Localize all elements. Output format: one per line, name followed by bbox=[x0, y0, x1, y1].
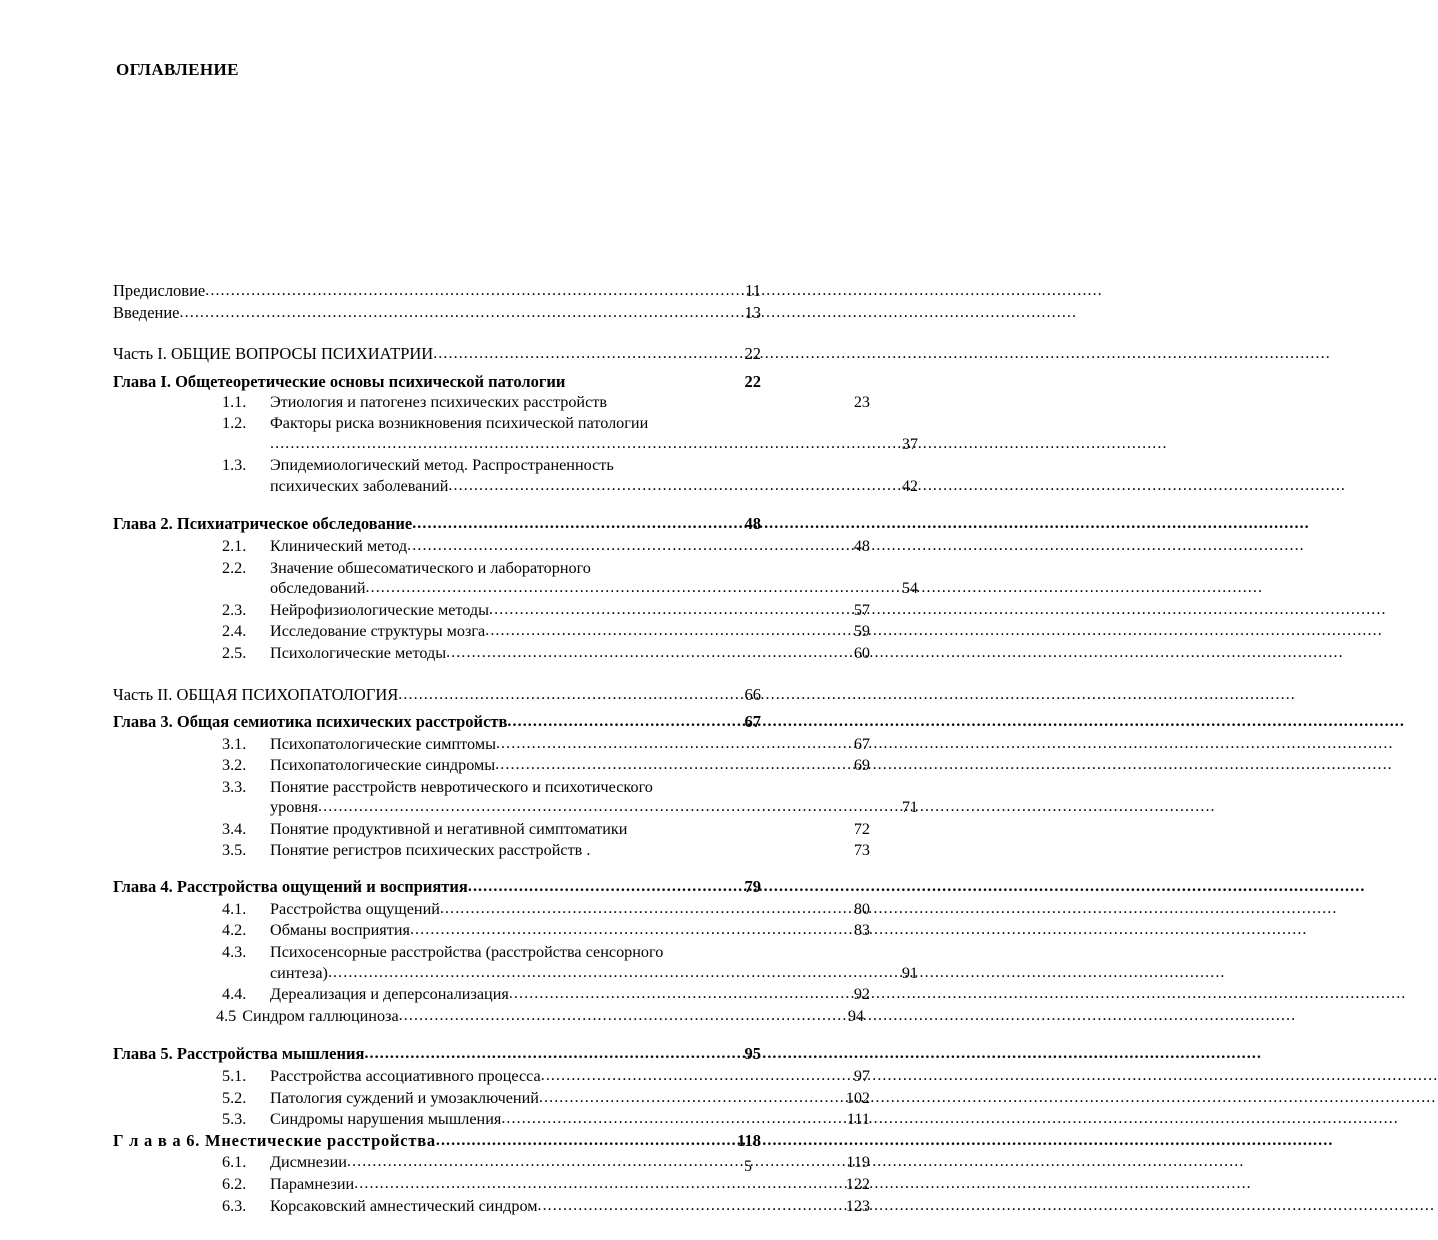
toc-entry-label: Понятие продуктивной и негативной симптоматики bbox=[270, 820, 628, 839]
toc-entry-section-1-3-continuation[interactable] bbox=[113, 476, 918, 498]
toc-entry-label: Психопатологические синдромы bbox=[270, 756, 496, 775]
dot-leader bbox=[364, 1043, 703, 1065]
toc-entry-label: Введение bbox=[113, 302, 180, 322]
toc-entry-page: 111 bbox=[846, 1110, 870, 1129]
section-number: 2.4. bbox=[222, 622, 247, 641]
toc-entry-page: 37 bbox=[901, 434, 918, 453]
toc-entry-label: Клинический метод bbox=[270, 536, 408, 555]
toc-entry-label: Факторы риска возникновения психической патологии bbox=[270, 413, 649, 432]
spacer bbox=[113, 497, 761, 514]
section-number: 2.1. bbox=[222, 536, 247, 555]
toc-entry-label: Глава 5. Расстройства мышления bbox=[113, 1044, 365, 1064]
toc-entry-page: 13 bbox=[744, 302, 761, 322]
toc-entry-page: 66 bbox=[744, 684, 761, 704]
section-number: 4.4. bbox=[222, 985, 247, 1004]
toc-entry-page: 102 bbox=[845, 1088, 870, 1107]
toc-entry-section-6-2[interactable] bbox=[113, 1174, 870, 1196]
section-number: 3.1. bbox=[222, 734, 247, 753]
toc-entry-section-3-2[interactable] bbox=[113, 755, 870, 777]
toc-entry-preface[interactable] bbox=[113, 281, 761, 303]
toc-entry-label: Глава I. Общетеоретические основы психической патологии bbox=[113, 371, 566, 391]
section-number: 2.3. bbox=[222, 600, 247, 619]
toc-entry-page: 73 bbox=[853, 840, 870, 859]
toc-entry-label: Патология суждений и умозаключений bbox=[270, 1088, 539, 1107]
toc-entry-section-6-3[interactable] bbox=[113, 1196, 870, 1218]
dot-leader bbox=[433, 343, 703, 365]
toc-entry-page: 79 bbox=[744, 877, 761, 897]
toc-entry-part-2[interactable] bbox=[113, 685, 761, 707]
toc-entry-section-2-5[interactable] bbox=[113, 643, 870, 665]
section-number: 2.5. bbox=[222, 643, 247, 662]
toc-entry-chapter-1[interactable] bbox=[113, 372, 761, 393]
table-of-contents bbox=[113, 281, 918, 1217]
section-number: 4.1. bbox=[222, 899, 247, 918]
toc-entry-page: 22 bbox=[744, 344, 761, 364]
toc-entry-label: Нейрофизиологические методы bbox=[270, 600, 489, 619]
toc-entry-label: Парамнезии bbox=[270, 1174, 355, 1193]
dot-leader bbox=[448, 475, 880, 497]
toc-entry-page: 119 bbox=[846, 1153, 870, 1172]
toc-entry-page: 60 bbox=[853, 643, 870, 662]
toc-entry-page: 118 bbox=[737, 1130, 761, 1150]
toc-entry-label: уровня bbox=[270, 798, 319, 817]
dot-leader bbox=[366, 577, 881, 599]
toc-entry-section-5-2[interactable] bbox=[113, 1088, 870, 1110]
toc-entry-label: Расстройства ощущений bbox=[270, 899, 440, 918]
toc-entry-label: Синдромы нарушения мышления bbox=[270, 1110, 502, 1129]
dot-leader bbox=[509, 983, 832, 1005]
section-number: 3.5. bbox=[222, 840, 247, 859]
toc-entry-section-1-2[interactable] bbox=[113, 413, 870, 434]
section-number: 1.1. bbox=[222, 393, 247, 412]
dot-leader bbox=[347, 1151, 832, 1173]
section-number: 3.3. bbox=[222, 777, 247, 796]
toc-entry-section-3-5[interactable] bbox=[113, 840, 870, 861]
dot-leader bbox=[180, 302, 703, 324]
dot-leader bbox=[270, 433, 880, 455]
toc-entry-label: Психопатологические симптомы bbox=[270, 734, 496, 753]
toc-entry-page: 122 bbox=[845, 1174, 870, 1193]
toc-entry-page: 83 bbox=[853, 921, 870, 940]
dot-leader bbox=[446, 642, 832, 664]
toc-entry-section-4-4[interactable] bbox=[113, 984, 870, 1006]
spacer bbox=[113, 665, 761, 685]
toc-entry-label: синтеза) bbox=[270, 963, 328, 982]
toc-entry-label: психических заболеваний bbox=[270, 476, 449, 495]
toc-entry-chapter-6[interactable] bbox=[113, 1131, 761, 1153]
dot-leader bbox=[205, 280, 703, 302]
dot-leader bbox=[354, 1173, 832, 1195]
toc-entry-section-2-2[interactable] bbox=[113, 558, 870, 579]
dot-leader bbox=[410, 919, 832, 941]
toc-entry-page: 94 bbox=[847, 1006, 864, 1025]
toc-entry-chapter-3[interactable] bbox=[113, 712, 761, 734]
toc-entry-chapter-4[interactable] bbox=[113, 877, 761, 899]
toc-entry-label: Расстройства ассоциативного процесса bbox=[270, 1067, 541, 1085]
dot-leader bbox=[399, 1005, 826, 1027]
section-number: 5.1. bbox=[222, 1067, 247, 1085]
toc-entry-section-3-3[interactable] bbox=[113, 777, 870, 798]
section-number: 4.2. bbox=[222, 921, 247, 940]
toc-entry-page: 69 bbox=[853, 756, 870, 775]
toc-entry-section-6-1[interactable] bbox=[113, 1152, 870, 1174]
section-number: 6.3. bbox=[222, 1196, 247, 1215]
dot-leader bbox=[398, 684, 703, 706]
dot-leader bbox=[436, 1130, 703, 1152]
dot-leader bbox=[407, 535, 832, 557]
toc-entry-page: 80 bbox=[853, 899, 870, 918]
section-number: 3.2. bbox=[222, 756, 247, 775]
toc-entry-label: Обманы восприятия bbox=[270, 921, 410, 940]
section-number: 1.3. bbox=[222, 456, 247, 475]
toc-entry-section-3-4[interactable] bbox=[113, 819, 870, 840]
dot-leader bbox=[541, 1065, 832, 1087]
dot-leader bbox=[328, 962, 880, 984]
section-number: 6.1. bbox=[222, 1153, 247, 1172]
toc-entry-chapter-2[interactable] bbox=[113, 514, 761, 536]
dot-leader bbox=[507, 711, 703, 733]
toc-entry-section-4-3-continuation[interactable] bbox=[113, 963, 918, 985]
toc-entry-page: 48 bbox=[853, 536, 870, 555]
section-number: 6.2. bbox=[222, 1174, 247, 1193]
toc-entry-section-3-3-continuation[interactable] bbox=[113, 797, 918, 819]
spacer bbox=[113, 860, 761, 877]
toc-entry-label: Этиология и патогенез психических расстройств bbox=[270, 393, 607, 412]
toc-entry-page: 57 bbox=[853, 600, 870, 619]
toc-entry-page: 48 bbox=[744, 514, 761, 534]
spacer bbox=[113, 1027, 761, 1044]
toc-entry-page: 23 bbox=[853, 393, 870, 412]
toc-entry-page: 92 bbox=[853, 985, 870, 1004]
toc-entry-label: Предисловие bbox=[113, 281, 206, 300]
toc-entry-section-4-5[interactable] bbox=[113, 1006, 864, 1028]
dot-leader bbox=[489, 599, 832, 621]
dot-leader bbox=[468, 876, 703, 898]
toc-entry-page: 91 bbox=[901, 963, 918, 982]
toc-entry-page: 42 bbox=[901, 476, 918, 495]
toc-entry-section-1-2-continuation[interactable] bbox=[113, 434, 918, 456]
toc-entry-label: Значение обшесоматического и лабораторного bbox=[270, 558, 591, 577]
toc-entry-section-5-3[interactable] bbox=[113, 1109, 870, 1131]
toc-entry-label: Глава 2. Психиатрическое обследование bbox=[113, 514, 413, 534]
toc-entry-section-5-1[interactable] bbox=[113, 1066, 870, 1088]
toc-entry-page: 11 bbox=[745, 281, 761, 300]
toc-entry-page: 71 bbox=[901, 798, 918, 817]
toc-entry-label: обследований bbox=[270, 579, 366, 598]
toc-entry-label: Психологические методы bbox=[270, 643, 447, 662]
toc-entry-label: Психосенсорные расстройства (расстройства сенсорного bbox=[270, 943, 664, 962]
toc-entry-page: 22 bbox=[744, 371, 761, 391]
section-number: 5.2. bbox=[222, 1088, 247, 1107]
dot-leader bbox=[501, 1108, 832, 1130]
toc-entry-section-4-2[interactable] bbox=[113, 920, 870, 942]
toc-entry-label: Дисмнезии bbox=[270, 1153, 347, 1172]
toc-entry-label: Глава 4. Расстройства ощущений и восприятия bbox=[113, 877, 468, 897]
toc-entry-page: 72 bbox=[853, 820, 870, 839]
dot-leader bbox=[496, 733, 832, 755]
toc-entry-section-4-1[interactable] bbox=[113, 899, 870, 921]
toc-entry-label: Часть II. ОБЩАЯ ПСИХОПАТОЛОГИЯ bbox=[113, 684, 399, 704]
dot-leader bbox=[539, 1087, 832, 1109]
toc-entry-chapter-5[interactable] bbox=[113, 1044, 761, 1066]
page-number: 5 bbox=[744, 1158, 752, 1175]
toc-entry-introduction[interactable] bbox=[113, 303, 761, 325]
toc-entry-label: Эпидемиологический метод. Распространенность bbox=[270, 456, 614, 475]
toc-entry-page: 97 bbox=[853, 1067, 870, 1085]
toc-entry-label: Г л а в а 6. Мнестические расстройства bbox=[113, 1130, 436, 1150]
toc-entry-label: Исследование структуры мозга bbox=[270, 622, 486, 641]
section-number: 3.4. bbox=[222, 820, 247, 839]
toc-entry-section-2-3[interactable] bbox=[113, 600, 870, 622]
toc-entry-label: Синдром галлюциноза bbox=[242, 1006, 399, 1025]
dot-leader bbox=[440, 898, 832, 920]
toc-entry-section-4-3[interactable] bbox=[113, 942, 870, 963]
toc-entry-label: Глава 3. Общая семиотика психических расстройств bbox=[113, 712, 508, 732]
section-number: 1.2. bbox=[222, 413, 247, 432]
toc-entry-section-3-1[interactable] bbox=[113, 734, 870, 756]
toc-entry-section-2-4[interactable] bbox=[113, 621, 870, 643]
toc-entry-page: 59 bbox=[853, 622, 870, 641]
dot-leader bbox=[495, 754, 832, 776]
dot-leader bbox=[318, 796, 880, 818]
toc-entry-label: Понятие регистров психических расстройств . bbox=[270, 840, 591, 859]
section-number: 2.2. bbox=[222, 558, 247, 577]
toc-entry-page: 54 bbox=[901, 579, 918, 598]
toc-entry-part-1[interactable] bbox=[113, 344, 761, 366]
page-title: ОГЛАВЛЕНИЕ bbox=[116, 60, 239, 79]
toc-entry-section-2-2-continuation[interactable] bbox=[113, 578, 918, 600]
toc-entry-label: Часть I. ОБЩИЕ ВОПРОСЫ ПСИХИАТРИИ bbox=[113, 344, 434, 364]
toc-entry-page: 67 bbox=[853, 734, 870, 753]
toc-entry-page: 67 bbox=[744, 712, 761, 732]
dot-leader bbox=[485, 620, 832, 642]
toc-entry-section-1-3[interactable] bbox=[113, 455, 870, 476]
toc-entry-page: 95 bbox=[744, 1044, 761, 1064]
dot-leader bbox=[412, 513, 703, 535]
dot-leader bbox=[537, 1195, 832, 1217]
section-number: 4.3. bbox=[222, 943, 247, 962]
toc-entry-label: Корсаковский амнестический синдром bbox=[270, 1196, 538, 1215]
section-number: 4.5 bbox=[216, 1006, 237, 1025]
spacer bbox=[113, 324, 761, 344]
toc-entry-label: Понятие расстройств невротического и психотического bbox=[270, 777, 653, 796]
toc-entry-section-2-1[interactable] bbox=[113, 536, 870, 558]
toc-entry-label: Дереализация и деперсонализация bbox=[270, 985, 509, 1004]
toc-entry-page: 123 bbox=[845, 1196, 870, 1215]
section-number: 5.3. bbox=[222, 1110, 247, 1129]
toc-entry-section-1-1[interactable] bbox=[113, 392, 870, 413]
